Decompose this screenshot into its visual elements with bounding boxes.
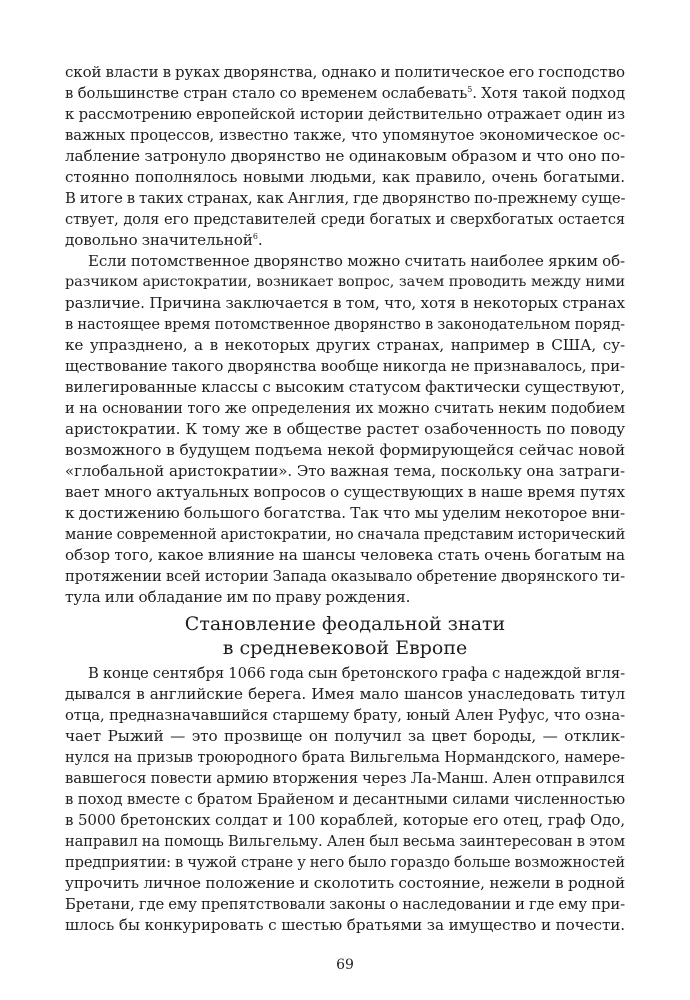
section-heading-line: в средневековой Европе — [222, 637, 468, 659]
text-line: Бретани, где ему препятствовали законы о наследовании и где ему при- — [65, 896, 625, 913]
text-line: обзор того, какое влияние на шансы человека стать очень богатым на — [65, 546, 625, 564]
text-span: . — [257, 231, 263, 249]
footnote-ref-6[interactable]: 6 — [252, 231, 258, 241]
text-line: предприятии: в чужой стране у него было гораздо больше возможностей — [65, 854, 625, 871]
text-line: вавшегося повести армию вторжения через Ла-Манш. Ален отправился — [65, 770, 625, 787]
footnote-ref-5[interactable]: 5 — [467, 85, 473, 95]
text-line: лабление затронуло дворянство не одинаковым образом и что оно по- — [65, 147, 625, 165]
text-line — [65, 230, 625, 251]
text-line: к рассмотрению европейской истории действительно отражает один из — [65, 106, 625, 123]
text-line: нулся на призыв троюродного брата Вильгельма Нормандского, намере- — [65, 749, 625, 766]
text-line: протяжении всей истории Запада оказывало обретение дворянского ти- — [65, 568, 625, 585]
text-span: в большинстве стран стало со временем ослабевать — [65, 85, 468, 102]
text-line: «глобальной аристократии». Это важная тема, поскольку она затраги- — [65, 462, 625, 480]
text-line: тула или обладание им по праву рождения. — [65, 588, 411, 606]
text-line: важных процессов, известно также, что упомянутое экономическое ос- — [65, 127, 625, 144]
text-line: В итоге в таких странах, как Англия, где дворянство по-прежнему суще- — [65, 190, 626, 207]
text-line: вает много актуальных вопросов о существующих в наше время путях — [65, 483, 625, 501]
text-line: аристократии. К тому же в обществе растет озабоченность по поводу — [65, 420, 625, 438]
text-span: довольно значительной — [65, 231, 253, 249]
text-line: в 5000 бретонских солдат и 100 кораблей, которые его отец, граф Одо, — [65, 811, 625, 829]
text-line: различие. Причина заключается в том, что, хотя в некоторых странах — [65, 294, 625, 312]
text-line: ской власти в руках дворянства, однако и политическое его господство — [65, 63, 625, 81]
text-span: . Хотя такой подход — [472, 85, 625, 102]
text-line: шлось бы конкурировать с шестью братьями за имущество и почести. — [65, 916, 625, 934]
text-line: возможного в будущем подъема некой формирующейся сейчас новой — [65, 441, 625, 459]
text-line: направил на помощь Вильгельму. Ален был весьма заинтересован в этом — [65, 833, 625, 850]
text-line: стоянно пополнялось новыми людьми, как правило, очень богатыми. — [65, 168, 625, 186]
text-line — [65, 83, 625, 104]
section-heading-line: Становление феодальной знати — [184, 613, 506, 635]
text-line: ствует, доля его представителей среди богатых и сверхбогатых остается — [65, 211, 625, 228]
text-line: разчиком аристократии, возникает вопрос, зачем проводить между ними — [65, 274, 625, 290]
text-line: вилегированные классы с высоким статусом фактически существуют, — [65, 378, 625, 396]
text-line: дывался в английские берега. Имея мало шансов унаследовать титул — [65, 685, 625, 703]
text-line: к достижению большого богатства. Так что мы уделим некоторое вни- — [65, 504, 625, 522]
text-line: чает Рыжий — это прозвище он получил за цвет бороды, — отклик- — [65, 727, 625, 745]
page-number: 69 — [336, 957, 354, 973]
text-line: В конце сентября 1066 года сын бретонского графа с надеждой вгля- — [88, 665, 625, 682]
text-line: в настоящее время потомственное дворянство в законодательном поряд- — [65, 316, 625, 333]
text-line: и на основании того же определения их можно считать неким подобием — [65, 400, 625, 417]
text-line: отца, предназначавшийся старшему брату, юный Ален Руфус, что озна- — [65, 707, 625, 724]
text-line: ществование такого дворянства вообще никогда не признавалось, при- — [65, 357, 625, 375]
text-line: мание современной аристократии, но сначала представим исторический — [65, 526, 626, 543]
text-line: Если потомственное дворянство можно считать наиболее ярким об- — [88, 252, 625, 270]
text-line: ке упразднено, а в некоторых других странах, например в США, су- — [65, 336, 625, 354]
text-line: упрочить личное положение и сколотить состояние, нежели в родной — [65, 874, 625, 892]
text-line: в поход вместе с братом Брайеном и десантными силами численностью — [65, 791, 625, 808]
